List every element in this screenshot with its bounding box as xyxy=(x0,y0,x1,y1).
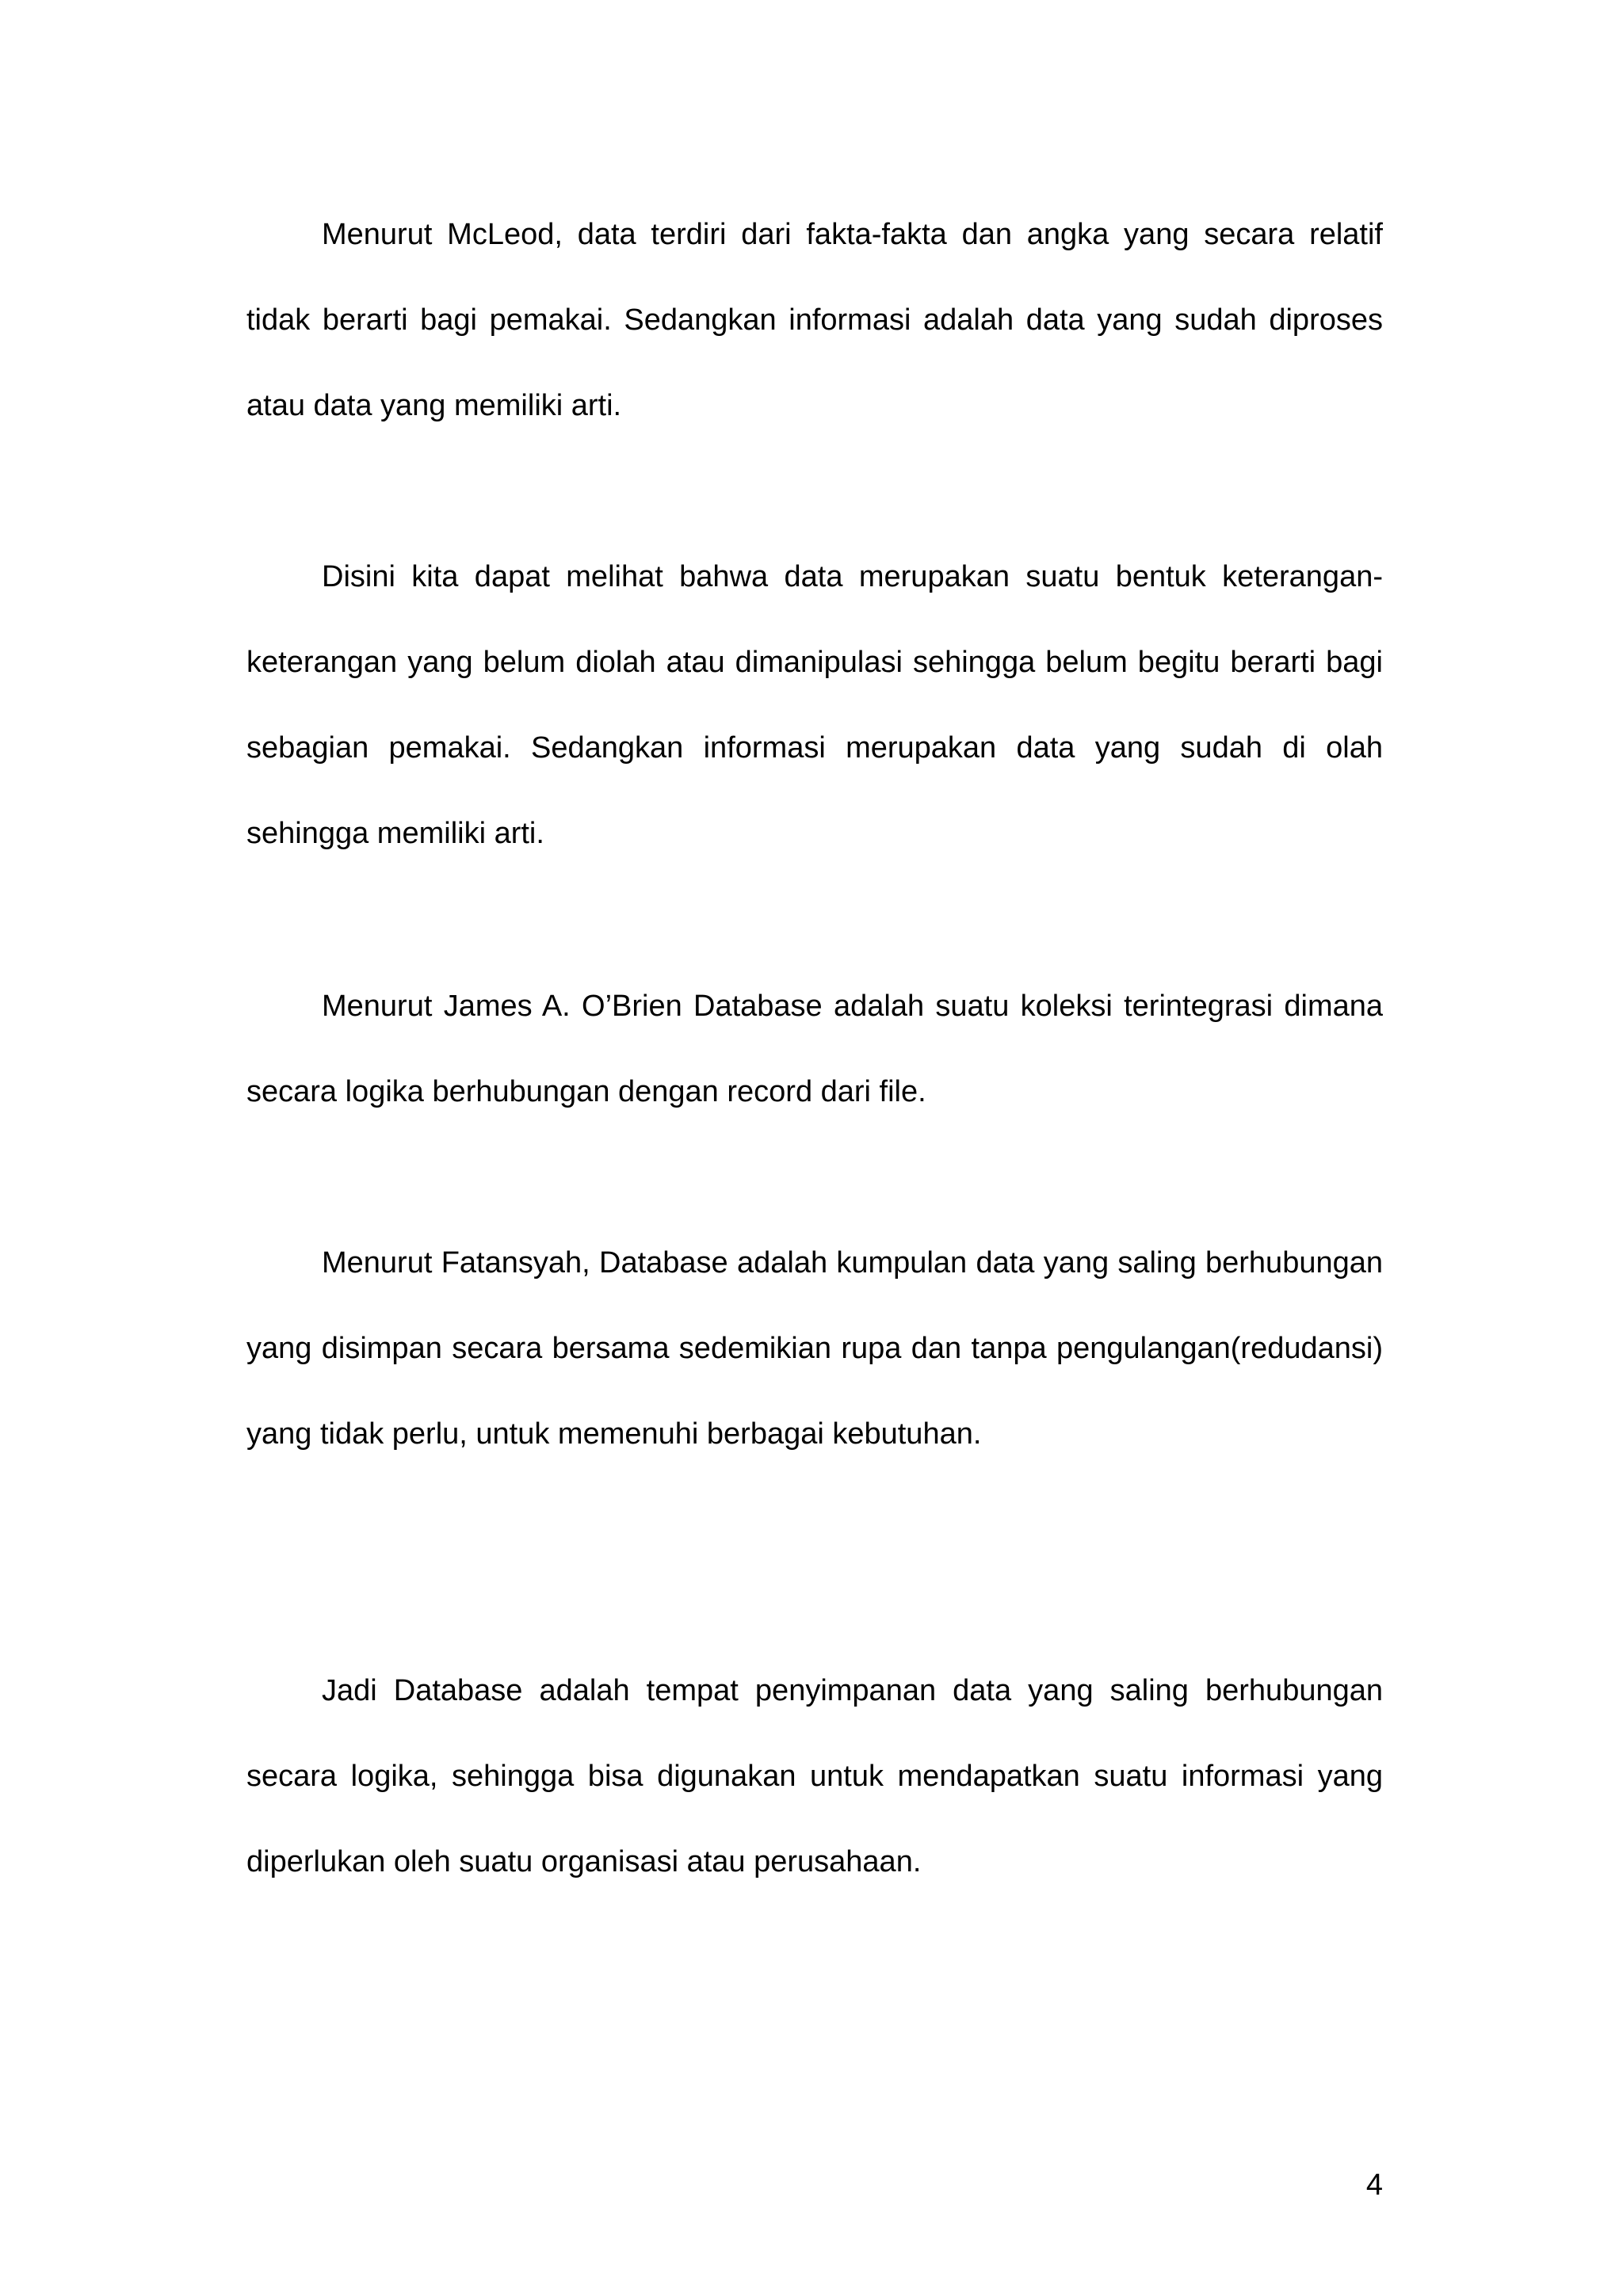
page-number: 4 xyxy=(1365,2168,1383,2202)
paragraph-obrien-definition: Menurut James A. O’Brien Database adalah suatu koleksi terintegrasi dimana secara logika berhubungan dengan record dari file. xyxy=(246,990,1383,1108)
paragraph-mcleod-definition: Menurut McLeod, data terdiri dari fakta-fakta dan angka yang secara relatif tidak berarti bagi pemakai. Sedangkan informasi adalah data yang sudah diproses atau data yang memiliki arti. xyxy=(246,218,1383,422)
paragraph-data-vs-information: Disini kita dapat melihat bahwa data merupakan suatu bentuk keterangan-keterangan yang belum diolah atau dimanipulasi sehingga belum begitu berarti bagi sebagian pemakai. Sedangkan informasi merupakan data yang sudah di olah sehingga memiliki arti. xyxy=(246,560,1383,850)
paragraph-database-conclusion: Jadi Database adalah tempat penyimpanan data yang saling berhubungan secara logika, sehingga bisa digunakan untuk mendapatkan suatu informasi yang diperlukan oleh suatu organisasi atau perusahaan. xyxy=(246,1674,1383,1878)
paragraph-fatansyah-definition: Menurut Fatansyah, Database adalah kumpulan data yang saling berhubungan yang disimpan secara bersama sedemikian rupa dan tanpa pengulangan(redudansi) yang tidak perlu, untuk memenuhi berbagai kebutuhan. xyxy=(246,1246,1383,1451)
